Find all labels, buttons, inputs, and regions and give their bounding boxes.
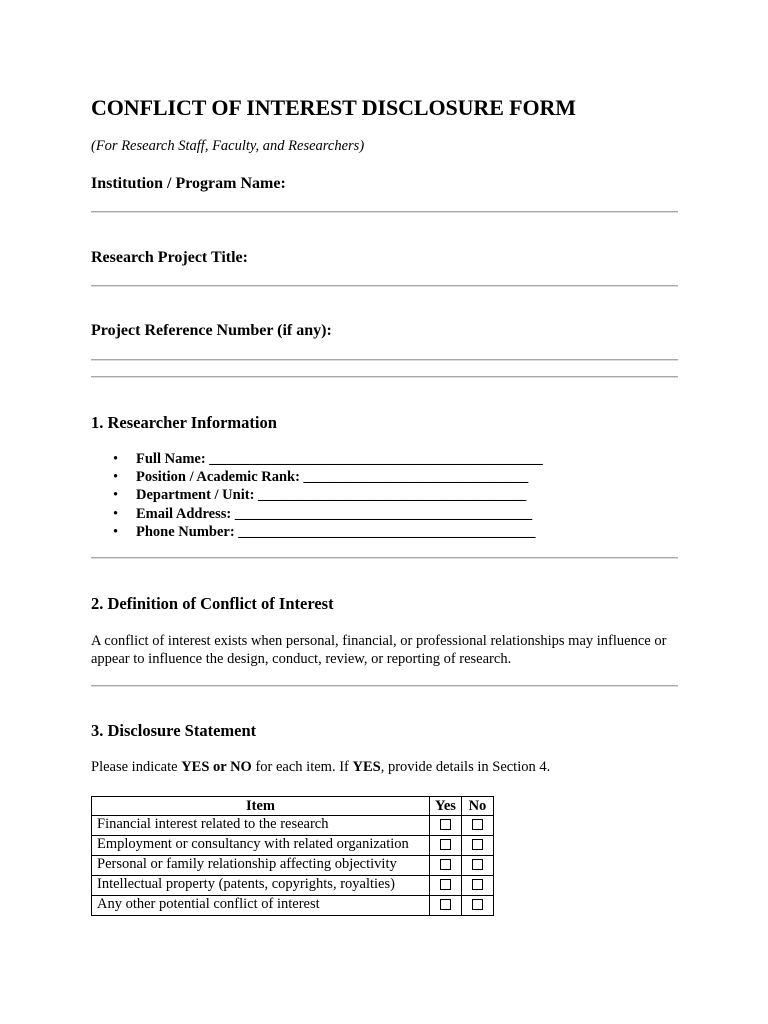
reference-number-field-line[interactable]	[91, 359, 678, 361]
item-cell: Financial interest related to the research	[92, 816, 430, 836]
institution-label: Institution / Program Name:	[91, 175, 286, 192]
yes-checkbox[interactable]	[440, 819, 451, 830]
reference-number-label: Project Reference Number (if any):	[91, 322, 332, 339]
form-title: CONFLICT OF INTEREST DISCLOSURE FORM	[91, 95, 576, 120]
list-item[interactable]	[91, 505, 543, 523]
yes-checkbox[interactable]	[440, 899, 451, 910]
yes-checkbox[interactable]	[440, 839, 451, 850]
email-field: Email Address: _________________________________________	[136, 505, 533, 522]
yes-cell	[430, 876, 462, 896]
researcher-info-list	[91, 450, 543, 541]
form-subtitle: (For Research Staff, Faculty, and Researchers)	[91, 138, 365, 154]
position-field: Position / Academic Rank: _______________________________	[136, 469, 529, 486]
divider	[91, 685, 678, 687]
divider	[91, 376, 678, 378]
no-checkbox[interactable]	[472, 899, 483, 910]
section-3-heading: 3. Disclosure Statement	[91, 721, 257, 740]
instruction-text: for each item. If	[251, 759, 353, 775]
no-checkbox[interactable]	[472, 839, 483, 850]
section-2-heading: 2. Definition of Conflict of Interest	[91, 594, 334, 613]
yes-cell	[430, 856, 462, 876]
no-checkbox[interactable]	[472, 859, 483, 870]
no-cell	[461, 856, 493, 876]
item-cell: Employment or consultancy with related organization	[92, 836, 430, 856]
project-title-label: Research Project Title:	[91, 249, 248, 266]
project-title-field-line[interactable]	[91, 285, 678, 287]
table-row	[92, 836, 494, 856]
section-1-heading: 1. Researcher Information	[91, 413, 277, 432]
no-checkbox[interactable]	[472, 879, 483, 890]
yes-checkbox[interactable]	[440, 879, 451, 890]
no-cell	[461, 836, 493, 856]
disclosure-instruction	[91, 759, 550, 776]
department-field: Department / Unit: _____________________________________	[136, 487, 527, 504]
column-header-yes: Yes	[430, 797, 462, 816]
institution-field-line[interactable]	[91, 211, 678, 213]
no-cell	[461, 876, 493, 896]
column-header-item: Item	[92, 797, 430, 816]
bullet-icon: •	[113, 469, 119, 486]
list-item[interactable]	[91, 468, 543, 486]
bullet-icon: •	[113, 487, 119, 504]
instruction-text: , provide details in Section 4.	[380, 759, 551, 775]
list-item[interactable]	[91, 486, 543, 504]
item-cell: Any other potential conflict of interest	[92, 896, 430, 916]
bullet-icon: •	[113, 505, 119, 522]
no-checkbox[interactable]	[472, 819, 483, 830]
disclosure-table	[91, 796, 494, 916]
definition-paragraph: A conflict of interest exists when personal, financial, or professional relationships may influence or appear to influence the design, conduct, review, or reporting of research.	[91, 633, 667, 667]
table-row	[92, 896, 494, 916]
yes-cell	[430, 896, 462, 916]
instruction-text: Please indicate	[91, 759, 182, 775]
no-cell	[461, 896, 493, 916]
yes-cell	[430, 816, 462, 836]
bullet-icon: •	[113, 451, 119, 467]
bullet-icon: •	[113, 523, 119, 540]
yes-cell	[430, 836, 462, 856]
list-item[interactable]	[91, 523, 543, 541]
item-cell: Intellectual property (patents, copyrights, royalties)	[92, 876, 430, 896]
item-cell: Personal or family relationship affecting objectivity	[92, 856, 430, 876]
instruction-emphasis: YES or NO	[181, 759, 252, 775]
phone-field: Phone Number: _________________________________________	[136, 523, 536, 540]
column-header-no: No	[461, 797, 493, 816]
yes-checkbox[interactable]	[440, 859, 451, 870]
full-name-field: Full Name: ______________________________________________	[136, 451, 543, 467]
table-row	[92, 876, 494, 896]
divider	[91, 557, 678, 559]
list-item[interactable]	[91, 450, 543, 468]
table-header-row	[92, 797, 494, 816]
instruction-emphasis: YES	[352, 759, 381, 775]
table-row	[92, 856, 494, 876]
no-cell	[461, 816, 493, 836]
table-row	[92, 816, 494, 836]
